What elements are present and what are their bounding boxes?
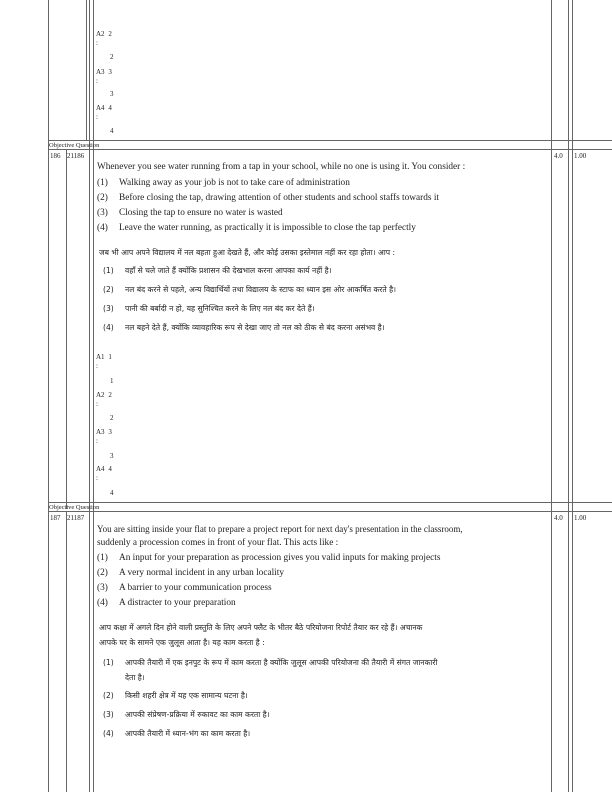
- option-value: 2: [108, 391, 112, 399]
- option-number: (1): [97, 553, 108, 563]
- col-divider-b: [93, 0, 94, 792]
- option-text: Closing the tap to ensure no water is wasted: [119, 208, 283, 218]
- option-colon: :: [96, 437, 98, 445]
- option-number: (1): [103, 658, 114, 667]
- option-text: आपकी तैयारी में एक इनपुट के रूप में काम करता है क्योंकि जुलूस आपकी परियोजना की तैयारी में संगत जानकारी: [125, 658, 438, 667]
- option-row: [103, 710, 270, 720]
- option-colon: :: [96, 400, 98, 408]
- answer-option: [96, 68, 112, 86]
- option-label: A4: [96, 104, 105, 112]
- option-number: (2): [103, 285, 114, 294]
- option-row: [97, 178, 350, 188]
- option-row: [103, 266, 332, 276]
- option-text: Walking away as your job is not to take care of administration: [119, 178, 350, 188]
- section-label: Objective Question: [49, 504, 100, 511]
- option-label: A1: [96, 353, 105, 361]
- option-text: आपकी संप्रेषण-प्रक्रिया में रुकावट का काम करता है।: [125, 710, 270, 719]
- question-stem: suddenly a procession comes in front of your flat. This acts like :: [97, 538, 339, 548]
- table-left-border: [48, 0, 49, 792]
- answer-text: 4: [110, 489, 114, 497]
- question-stem: आपके घर के सामने एक जुलूस आता है। यह काम करता है :: [99, 638, 265, 647]
- question-stem: आप कक्षा में अगले दिन होने वाली प्रस्तुति के लिए अपने फ्लैट के भीतर बैठे परियोजना रिपोर्ट तैयार कर रहे हैं। अचानक: [99, 623, 423, 632]
- option-label: A3: [96, 68, 105, 76]
- option-colon: :: [96, 39, 98, 47]
- option-row: [97, 583, 272, 593]
- option-colon: :: [96, 474, 98, 482]
- option-text: पानी की बर्बादी न हो, यह सुनिश्चित करने के लिए नल बंद कर देते हैं।: [125, 304, 315, 313]
- question-marks: 4.0: [554, 152, 563, 160]
- option-label: A2: [96, 30, 105, 38]
- question-serial: 186: [50, 152, 61, 160]
- option-text: वहाँ से चले जाते हैं क्योंकि प्रशासन की देखभाल करना आपका कार्य नहीं है।: [125, 266, 332, 275]
- row-rule: [48, 149, 612, 150]
- col-divider-marks: [551, 0, 552, 792]
- col-divider-a: [86, 0, 87, 140]
- question-stem: Whenever you see water running from a tap in your school, while no one is using it. You consider :: [97, 162, 466, 172]
- question-id: 21187: [67, 514, 85, 522]
- answer-option: [96, 391, 112, 409]
- option-row: [103, 691, 248, 701]
- question-serial: 187: [50, 514, 61, 522]
- option-number: (4): [103, 323, 114, 332]
- answer-text: 3: [110, 452, 114, 460]
- col-divider-a: [89, 0, 90, 792]
- option-colon: :: [96, 113, 98, 121]
- option-value: 4: [108, 465, 112, 473]
- answer-text: 1: [110, 377, 114, 385]
- option-text: नल बंद करने से पहले, अन्य विद्यार्थियों तथा विद्यालय के स्टाफ का ध्यान इस ओर आकर्षित करते है।: [125, 285, 397, 294]
- option-row: [103, 658, 437, 668]
- answer-text: 3: [110, 90, 114, 98]
- option-number: (2): [97, 193, 108, 203]
- answer-option: [96, 104, 112, 122]
- col-divider-serial: [66, 150, 67, 509]
- row-rule: [48, 511, 612, 512]
- question-marks: 4.0: [554, 514, 563, 522]
- option-row: [97, 553, 440, 563]
- option-text: नल बहने देते हैं, क्योंकि व्यावहारिक रूप से देखा जाए तो नल को ठीक से बंद करना असंभव है।: [125, 323, 385, 332]
- option-number: (4): [103, 729, 114, 738]
- answer-option: [96, 465, 112, 483]
- col-divider-neg: [572, 0, 573, 792]
- option-text: An input for your preparation as procession gives you valid inputs for making projects: [119, 553, 441, 563]
- option-row: [103, 304, 315, 314]
- option-row: [97, 208, 283, 218]
- option-number: (4): [97, 598, 108, 608]
- option-value: 4: [108, 104, 112, 112]
- answer-option: [96, 353, 112, 371]
- row-rule: [48, 140, 612, 141]
- option-label: A3: [96, 428, 105, 436]
- question-stem: जब भी आप अपने विद्यालय में नल बहता हुआ देखते हैं, और कोई उसका इस्तेमाल नहीं कर रहा होता। आप :: [99, 248, 396, 257]
- col-divider-serial: [66, 512, 67, 792]
- option-text: Leave the water running, as practically it is impossible to close the tap perfectly: [119, 223, 416, 233]
- option-row: [103, 323, 385, 333]
- col-divider-marks-inner: [568, 0, 569, 792]
- option-text: A barrier to your communication process: [119, 583, 272, 593]
- option-number: (4): [97, 223, 108, 233]
- option-colon: :: [96, 362, 98, 370]
- option-row: [97, 223, 416, 233]
- option-text: A distracter to your preparation: [119, 598, 236, 608]
- question-negative-marks: 1.00: [574, 152, 587, 160]
- option-number: (1): [97, 178, 108, 188]
- answer-option: [96, 30, 112, 48]
- option-row: [97, 598, 236, 608]
- option-value: 3: [108, 68, 112, 76]
- option-number: (3): [103, 710, 114, 719]
- answer-option: [96, 428, 112, 446]
- row-rule: [48, 502, 612, 503]
- answer-text: 4: [110, 127, 114, 135]
- option-label: A2: [96, 391, 105, 399]
- option-label: A4: [96, 465, 105, 473]
- option-number: (3): [103, 304, 114, 313]
- option-text: किसी शहरी क्षेत्र में यह एक सामान्य घटना है।: [125, 691, 248, 700]
- option-number: (1): [103, 266, 114, 275]
- answer-text: 2: [110, 414, 114, 422]
- question-id: 21186: [67, 152, 85, 160]
- option-row: [103, 729, 250, 739]
- option-text: Before closing the tap, drawing attention of other students and school staffs towards it: [119, 193, 439, 203]
- option-number: (2): [97, 568, 108, 578]
- option-row: [97, 568, 284, 578]
- question-stem: You are sitting inside your flat to prepare a project report for next day's presentation in the classroom,: [97, 524, 463, 534]
- option-value: 3: [108, 428, 112, 436]
- answer-text: 2: [110, 53, 114, 61]
- option-text: आपकी तैयारी में ध्यान-भंग का काम करता है।: [125, 729, 251, 738]
- section-label: Objective Question: [49, 142, 100, 149]
- option-number: (3): [97, 583, 108, 593]
- option-value: 1: [108, 353, 112, 361]
- option-number: (3): [97, 208, 108, 218]
- option-value: 2: [108, 30, 112, 38]
- option-row: [97, 193, 439, 203]
- option-colon: :: [96, 77, 98, 85]
- option-text-continued: देता है।: [125, 673, 145, 682]
- option-number: (2): [103, 691, 114, 700]
- question-negative-marks: 1.00: [574, 514, 587, 522]
- option-row: [103, 285, 396, 295]
- option-text: A very normal incident in any urban locality: [119, 568, 284, 578]
